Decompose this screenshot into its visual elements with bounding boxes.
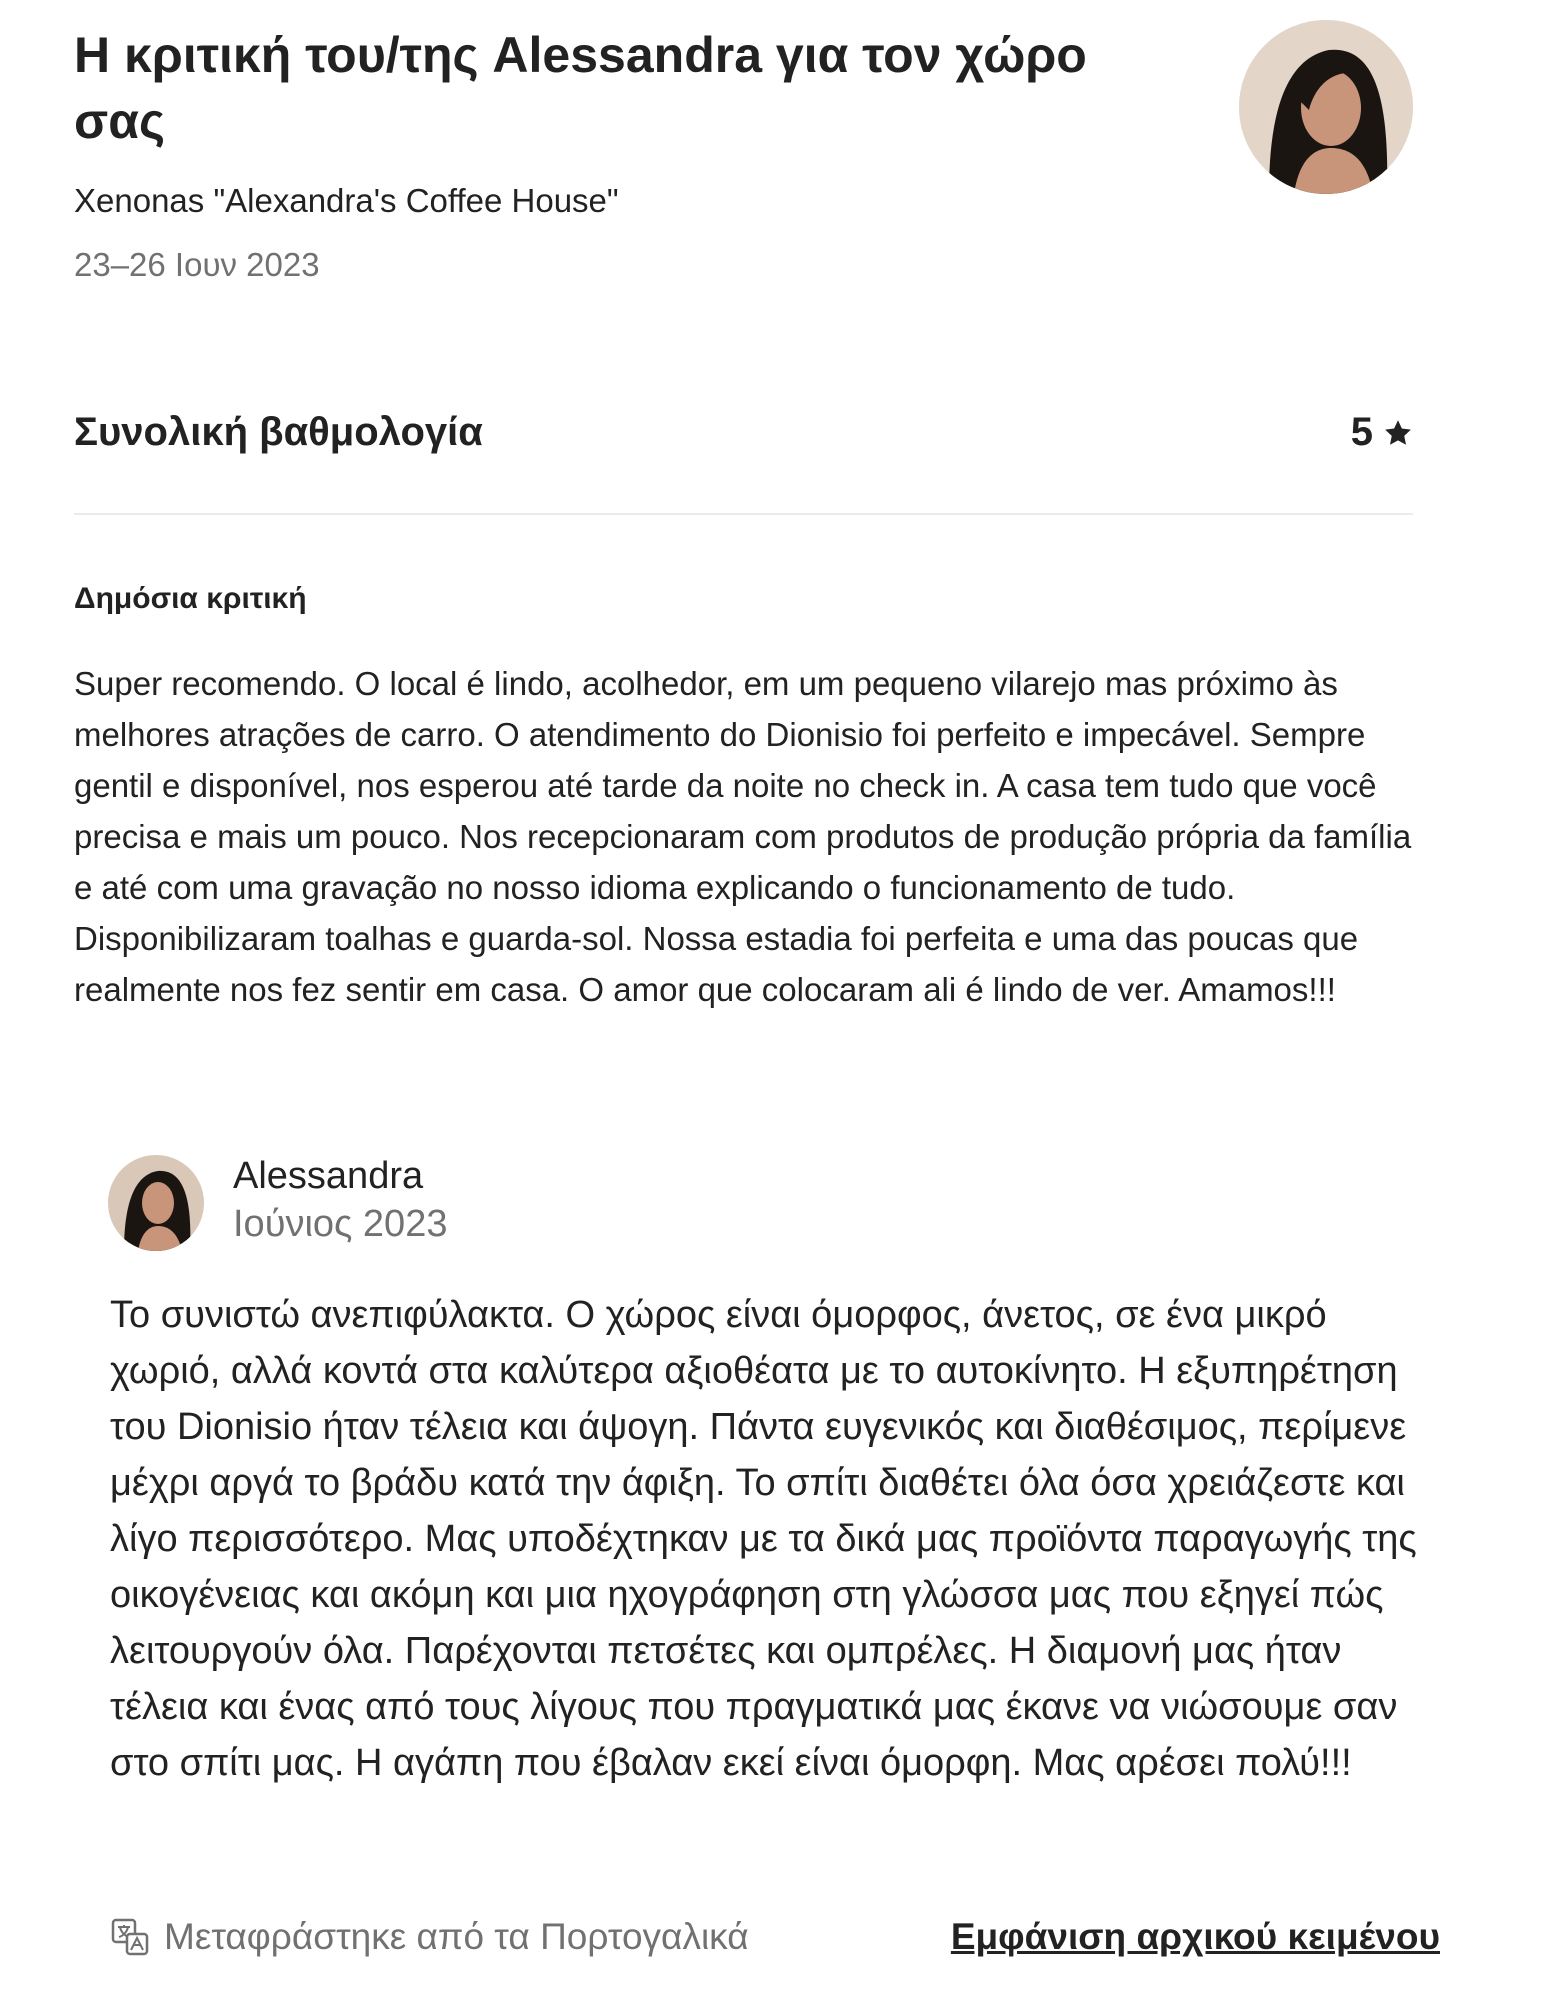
rating-number: 5 — [1350, 410, 1373, 454]
stay-dates: 23–26 Ιουν 2023 — [74, 246, 320, 283]
translate-icon — [110, 1917, 150, 1957]
reviewer-date: Ιούνιος 2023 — [233, 1203, 448, 1245]
reviewer-avatar-large — [1239, 20, 1413, 194]
listing-name: Xenonas "Alexandra's Coffee House" — [74, 182, 619, 219]
translation-footer — [110, 1916, 1440, 1958]
show-original-link[interactable]: Εμφάνιση αρχικού κειμένου — [950, 1916, 1440, 1957]
page-title: Η κριτική του/της Alessandra για τον χώρο σας — [74, 27, 1087, 149]
overall-rating-label: Συνολική βαθμολογία — [74, 410, 483, 454]
translated-from-note: Μεταφράστηκε από τα Πορτογαλικά — [164, 1916, 749, 1957]
public-review-label: Δημόσια κριτική — [74, 582, 307, 615]
reviewer-avatar-small — [108, 1155, 204, 1251]
reviewer-name: Alessandra — [233, 1155, 424, 1197]
overall-rating-value — [1351, 410, 1413, 455]
divider — [74, 513, 1413, 515]
public-review-text: Super recomendo. O local é lindo, acolhedor, em um pequeno vilarejo mas próximo às melhores atrações de carro. O atendimento do Dionisio foi perfeito e impecável. Sempre gentil e disponível, nos esperou até tarde da noite no check in. A casa tem tudo que você precisa e mais um pouco. Nos recepcionaram com produtos de produção própria da família e até com uma gravação no nosso idioma explicando o funcionamento de tudo. Disponibilizaram toalhas e guarda-sol. Nossa estadia foi perfeita e uma das poucas que realmente nos fez sentir em casa. O amor que colocaram ali é lindo de ver. Amamos!!! — [74, 665, 1412, 1008]
translated-review-text: Το συνιστώ ανεπιφύλακτα. Ο χώρος είναι όμορφος, άνετος, σε ένα μικρό χωριό, αλλά κοντά στα καλύτερα αξιοθέατα με το αυτοκίνητο. Η εξυπηρέτηση του Dionisio ήταν τέλεια και άψογη. Πάντα ευγενικός και διαθέσιμος, περίμενε μέχρι αργά το βράδυ κατά την άφιξη. Το σπίτι διαθέτει όλα όσα χρειάζεστε και λίγο περισσότερο. Μας υποδέχτηκαν με τα δικά μας προϊόντα παραγωγής της οικογένειας και ακόμη και μια ηχογράφηση στη γλώσσα μας που εξηγεί πώς λειτουργούν όλα. Παρέχονται πετσέτες και ομπρέλες. Η διαμονή μας ήταν τέλεια και ένας από τους λίγους που πραγματικά μας έκανε να νιώσουμε σαν στο σπίτι μας. Η αγάπη που έβαλαν εκεί είναι όμορφη. Μας αρέσει πολύ!!! — [110, 1294, 1417, 1784]
star-icon — [1383, 418, 1413, 448]
